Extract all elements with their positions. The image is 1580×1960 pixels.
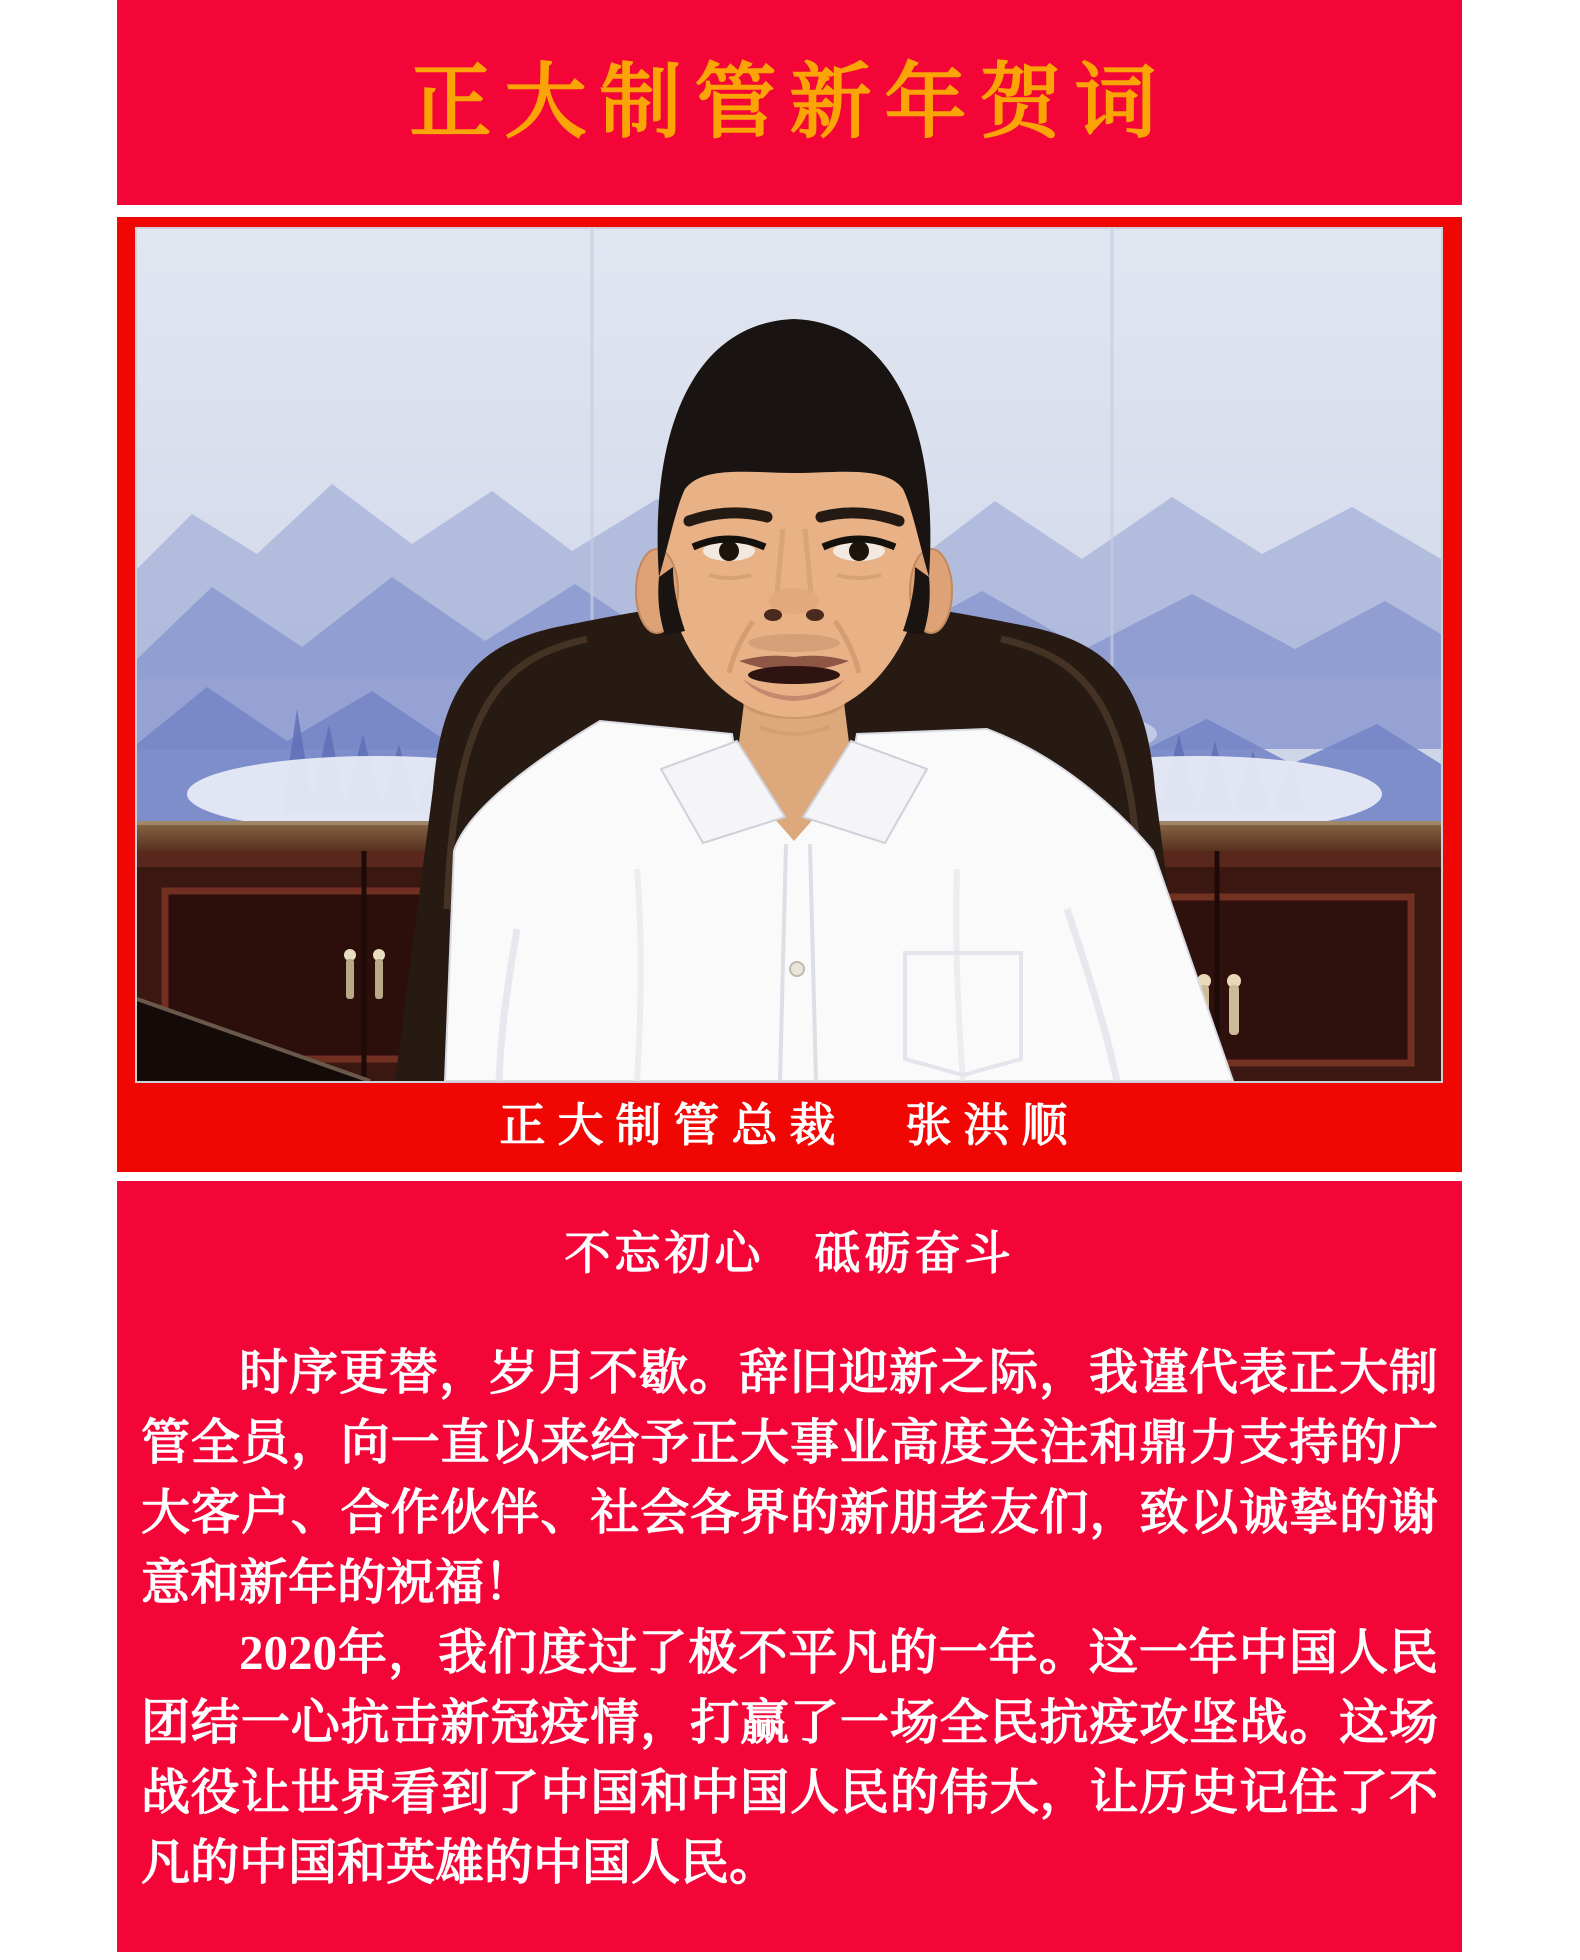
open-mouth: [748, 666, 840, 684]
president-photo: [135, 227, 1443, 1083]
content-paragraphs: [141, 1338, 1438, 1898]
nostril: [764, 609, 782, 621]
paragraph: 2020年，我们度过了极不平凡的一年。这一年中国人民团结一心抗击新冠疫情，打赢了一场全民抗疫攻坚战。这场战役让世界看到了中国和中国人民的伟大，让历史记住了不凡的中国和英雄的中国人民。: [141, 1625, 1438, 1890]
president-portrait-illustration: [137, 229, 1441, 1081]
page-title: 正大制管新年贺词: [409, 57, 1170, 148]
content-section: [117, 1181, 1462, 1952]
photo-section: [117, 217, 1462, 1172]
cabinet-handle: [375, 959, 383, 999]
cabinet-handle: [1229, 985, 1239, 1035]
shirt-button: [790, 962, 804, 976]
left-iris: [719, 541, 739, 561]
content-heading: 不忘初心 砥砺奋斗: [564, 1228, 1015, 1279]
right-iris: [849, 541, 869, 561]
title-banner: [117, 0, 1462, 205]
upper-lip-shadow: [748, 634, 840, 652]
photo-caption: 正大制管总裁 张洪顺: [499, 1100, 1080, 1151]
nostril: [806, 609, 824, 621]
cabinet-handle: [346, 959, 354, 999]
paragraph: 时序更替，岁月不歇。辞旧迎新之际，我谨代表正大制管全员，向一直以来给予正大事业高度关注和鼎力支持的广大客户、合作伙伴、社会各界的新朋老友们，致以诚挚的谢意和新年的祝福！: [141, 1345, 1438, 1610]
